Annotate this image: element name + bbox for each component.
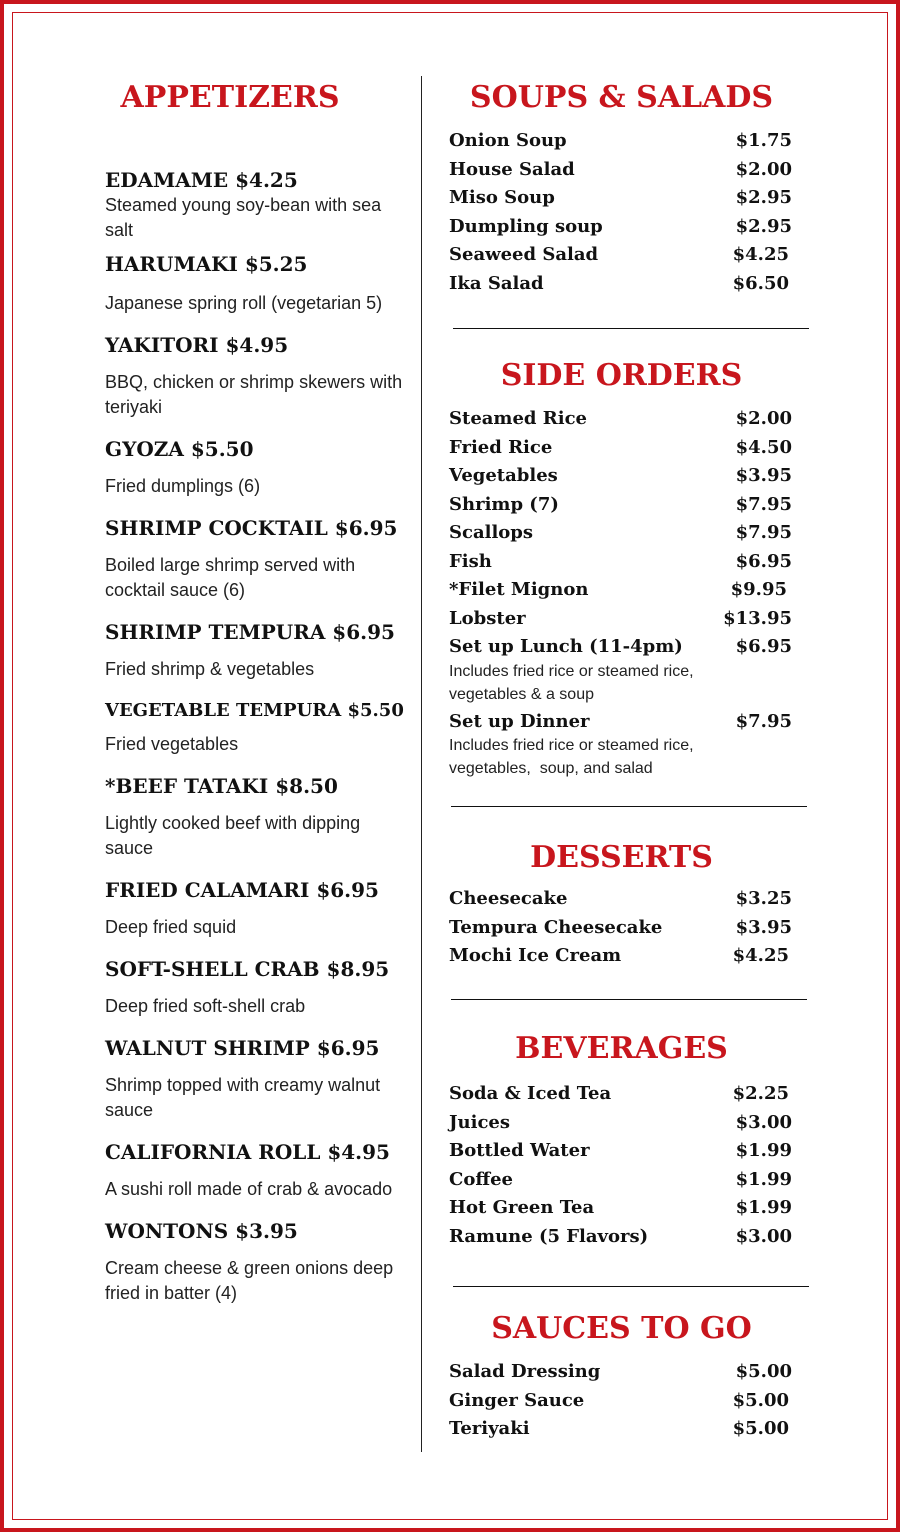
item-title: HARUMAKI $5.25 — [105, 252, 308, 276]
item-name: House Salad — [449, 158, 575, 180]
item-price: $5.00 — [732, 1389, 789, 1411]
menu-item — [105, 251, 405, 316]
menu-row — [449, 633, 799, 662]
item-title: *BEEF TATAKI $8.50 — [105, 774, 338, 798]
item-title: EDAMAME $4.25 — [105, 168, 298, 192]
soups-salads-title: SOUPS & SALADS — [469, 80, 774, 115]
menu-row — [449, 462, 799, 491]
item-price: $3.00 — [735, 1225, 792, 1247]
appetizers-section — [105, 80, 405, 1322]
item-price: $6.95 — [735, 636, 792, 657]
menu-item — [105, 1218, 405, 1306]
menu-row — [449, 708, 799, 737]
item-price: $6.95 — [735, 550, 792, 572]
menu-row — [449, 491, 799, 520]
desserts-title: DESSERTS — [530, 840, 713, 875]
menu-item — [105, 773, 405, 861]
section-rule — [453, 1286, 809, 1287]
menu-item — [105, 698, 405, 757]
item-price: $7.95 — [735, 493, 792, 515]
item-title: YAKITORI $4.95 — [105, 333, 289, 357]
menu-row — [449, 434, 799, 463]
menu-row — [449, 127, 799, 156]
item-name: Dumpling soup — [449, 215, 603, 237]
item-description: Fried dumplings (6) — [105, 476, 261, 496]
item-title: SOFT-SHELL CRAB $8.95 — [105, 957, 390, 981]
item-price: $7.95 — [735, 522, 792, 543]
item-price: $9.95 — [730, 579, 787, 600]
menu-row — [449, 1109, 799, 1138]
item-name: Ginger Sauce — [449, 1389, 585, 1411]
item-price: $1.99 — [735, 1140, 792, 1161]
desserts-section — [449, 840, 799, 971]
soups-salads-section — [449, 80, 799, 298]
item-name: Vegetables — [449, 465, 558, 486]
item-description: Fried vegetables — [105, 734, 239, 754]
menu-row — [449, 1223, 799, 1252]
item-price: $4.25 — [732, 244, 789, 265]
menu-item — [105, 515, 405, 603]
item-price: $1.99 — [735, 1197, 792, 1218]
item-name: Ika Salad — [449, 272, 544, 294]
menu-row — [449, 270, 799, 299]
menu-item — [105, 619, 405, 682]
item-name: Juices — [449, 1111, 510, 1133]
item-title: FRIED CALAMARI $6.95 — [105, 878, 379, 902]
item-name: Mochi Ice Cream — [449, 945, 622, 966]
item-price: $2.25 — [732, 1083, 789, 1104]
item-price: $3.95 — [735, 465, 792, 486]
menu-row — [449, 548, 799, 577]
item-description: Japanese spring roll (vegetarian 5) — [105, 293, 383, 313]
item-price: $5.00 — [732, 1418, 789, 1439]
item-price: $1.99 — [735, 1168, 792, 1190]
item-name: Miso Soup — [449, 187, 555, 208]
menu-item — [105, 436, 405, 499]
item-name: Lobster — [449, 607, 526, 629]
beverages-section — [449, 1031, 799, 1251]
item-title: SHRIMP COCKTAIL $6.95 — [105, 516, 398, 540]
side-orders-title: SIDE ORDERS — [500, 358, 743, 393]
item-name: Ramune (5 Flavors) — [449, 1225, 649, 1247]
item-description: Deep fried soft-shell crab — [105, 996, 306, 1016]
menu-row — [449, 1080, 799, 1109]
menu-item — [105, 332, 405, 420]
item-name: Fried Rice — [449, 436, 553, 458]
menu-row — [449, 885, 799, 914]
menu-row — [449, 1194, 799, 1223]
item-description: Lightly cooked beef with dipping sauce — [105, 813, 361, 858]
section-rule — [451, 806, 807, 807]
menu-item — [105, 1139, 405, 1202]
item-price: $2.00 — [735, 158, 792, 180]
item-name: *Filet Mignon — [449, 579, 589, 600]
item-title: VEGETABLE TEMPURA $5.50 — [105, 700, 404, 721]
menu-row — [449, 914, 799, 943]
item-description: A sushi roll made of crab & avocado — [105, 1179, 393, 1199]
item-description: Deep fried squid — [105, 917, 237, 937]
item-note: Includes fried rice or steamed rice, vegetables, soup, and salad — [449, 737, 698, 777]
item-name: Bottled Water — [449, 1140, 590, 1161]
item-price: $3.00 — [735, 1111, 792, 1133]
item-price: $4.50 — [735, 436, 792, 458]
item-name: Hot Green Tea — [449, 1197, 595, 1218]
item-name: Scallops — [449, 522, 534, 543]
menu-item — [105, 167, 405, 243]
menu-row — [449, 605, 799, 634]
item-note: Includes fried rice or steamed rice, vegetables & a soup — [449, 662, 694, 703]
item-name: Teriyaki — [449, 1418, 530, 1439]
item-title: GYOZA $5.50 — [105, 437, 254, 461]
item-price: $13.95 — [723, 607, 792, 629]
item-name: Set up Lunch (11-4pm) — [449, 636, 683, 657]
item-title: CALIFORNIA ROLL $4.95 — [105, 1140, 390, 1164]
item-description: Fried shrimp & vegetables — [105, 659, 315, 679]
item-name: Cheesecake — [449, 888, 568, 909]
menu-row — [449, 1166, 799, 1195]
item-price: $2.95 — [735, 187, 792, 208]
item-name: Onion Soup — [449, 130, 567, 151]
item-price: $2.00 — [735, 408, 792, 429]
item-name: Salad Dressing — [449, 1361, 601, 1382]
item-price: $7.95 — [735, 710, 792, 732]
item-price: $5.00 — [735, 1361, 792, 1382]
section-rule — [453, 328, 809, 329]
item-name: Soda & Iced Tea — [449, 1083, 612, 1104]
item-name: Fish — [449, 550, 492, 572]
menu-row — [449, 156, 799, 185]
item-name: Set up Dinner — [449, 710, 590, 732]
menu-item — [105, 1035, 405, 1123]
menu-row — [449, 576, 799, 605]
item-price: $1.75 — [735, 130, 792, 151]
menu-row — [449, 213, 799, 242]
menu-row — [449, 1137, 799, 1166]
item-description: Shrimp topped with creamy walnut sauce — [105, 1075, 381, 1120]
beverages-title: BEVERAGES — [515, 1031, 728, 1066]
menu-row — [449, 1415, 799, 1444]
item-description: BBQ, chicken or shrimp skewers with teriyaki — [105, 372, 403, 417]
side-orders-section — [449, 358, 799, 782]
item-name: Shrimp (7) — [449, 493, 559, 515]
menu-row — [449, 519, 799, 548]
item-description: Boiled large shrimp served with cocktail sauce (6) — [105, 555, 356, 600]
item-description: Steamed young soy-bean with sea salt — [105, 195, 382, 240]
item-price: $4.25 — [732, 945, 789, 966]
item-name: Steamed Rice — [449, 408, 587, 429]
section-rule — [451, 999, 807, 1000]
item-description: Cream cheese & green onions deep fried in batter (4) — [105, 1258, 394, 1303]
menu-item — [105, 877, 405, 940]
item-price: $6.50 — [732, 272, 789, 294]
menu-row — [449, 1387, 799, 1416]
item-title: SHRIMP TEMPURA $6.95 — [105, 620, 395, 644]
item-name: Tempura Cheesecake — [449, 916, 663, 938]
sauces-title: SAUCES TO GO — [491, 1311, 752, 1346]
item-price: $2.95 — [735, 215, 792, 237]
menu-row — [449, 1358, 799, 1387]
item-name: Coffee — [449, 1168, 514, 1190]
menu-row — [449, 184, 799, 213]
sauces-section — [449, 1311, 799, 1444]
item-title: WONTONS $3.95 — [105, 1219, 298, 1243]
appetizers-title: APPETIZERS — [120, 80, 340, 115]
menu-row — [449, 942, 799, 971]
item-name: Seaweed Salad — [449, 244, 599, 265]
menu-row — [449, 405, 799, 434]
column-divider — [421, 76, 422, 1452]
menu-row — [449, 241, 799, 270]
item-price: $3.95 — [735, 916, 792, 938]
item-price: $3.25 — [735, 888, 792, 909]
menu-item — [105, 956, 405, 1019]
item-title: WALNUT SHRIMP $6.95 — [105, 1036, 380, 1060]
